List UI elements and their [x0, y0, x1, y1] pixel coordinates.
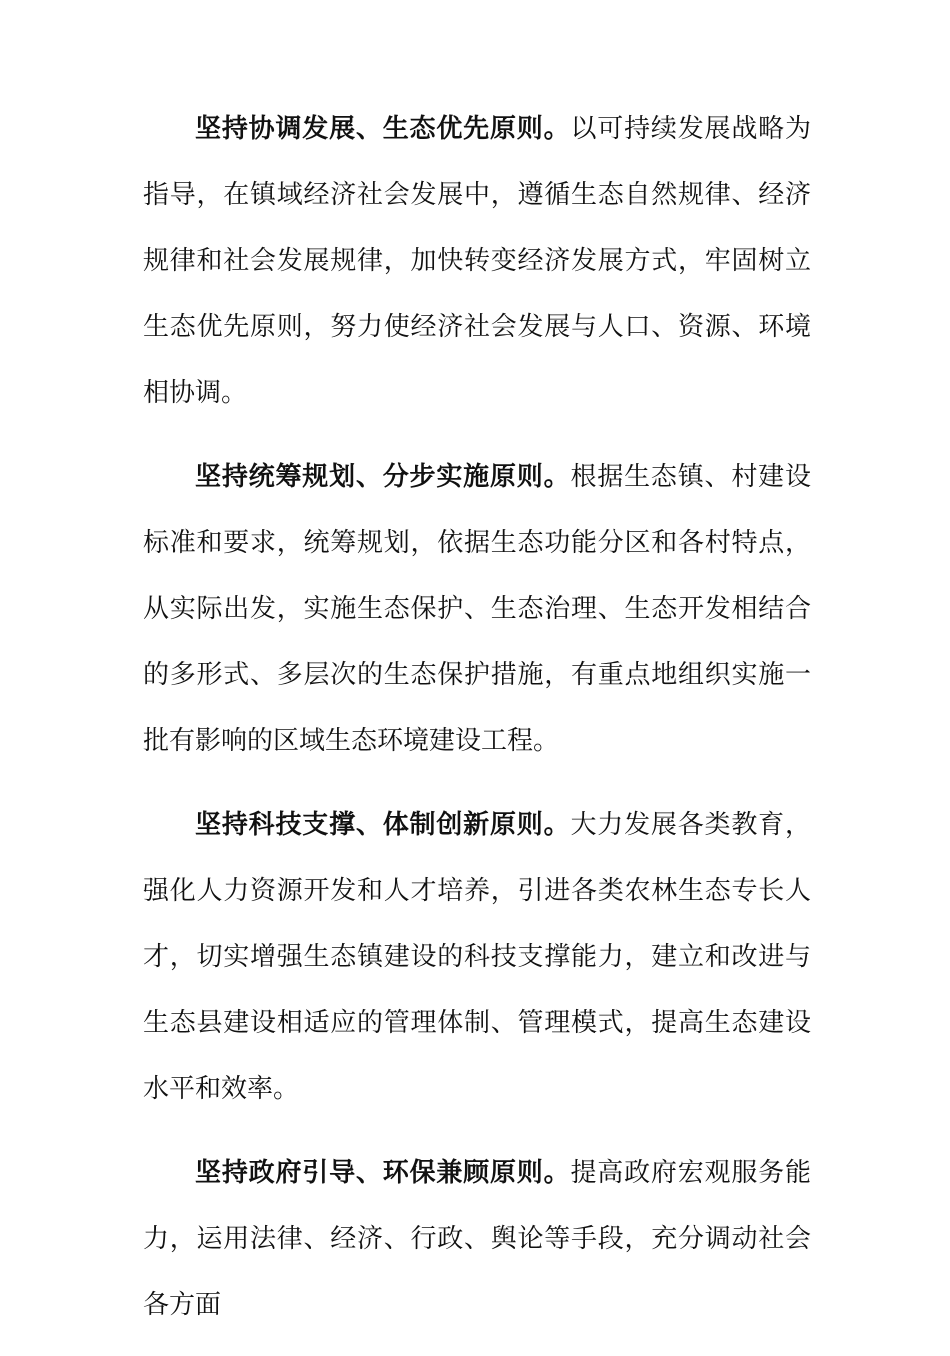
paragraph-heading: 坚持政府引导、环保兼顾原则。: [195, 1158, 571, 1188]
paragraph-technology-support: [143, 792, 811, 1122]
paragraph-text: 大力发展各类教育，强化人力资源开发和人才培养，引进各类农林生态专长人才，切实增强生态镇建设的科技支撑能力，建立和改进与生态县建设相适应的管理体制、管理模式，提高生态建设水平和效率。: [143, 810, 811, 1104]
paragraph-heading: 坚持协调发展、生态优先原则。: [195, 114, 571, 144]
paragraph-text: 根据生态镇、村建设标准和要求，统筹规划，依据生态功能分区和各村特点，从实际出发，实施生态保护、生态治理、生态开发相结合的多形式、多层次的生态保护措施，有重点地组织实施一批有影响的区域生态环境建设工程。: [143, 462, 811, 756]
paragraph-heading: 坚持科技支撑、体制创新原则。: [195, 810, 571, 840]
paragraph-text: 提高政府宏观服务能力，运用法律、经济、行政、舆论等手段，充分调动社会各方面: [143, 1158, 811, 1320]
paragraph-coordinated-development: [143, 96, 811, 426]
paragraph-overall-planning: [143, 444, 811, 774]
paragraph-text: 以可持续发展战略为指导，在镇域经济社会发展中，遵循生态自然规律、经济规律和社会发展规律，加快转变经济发展方式，牢固树立生态优先原则，努力使经济社会发展与人口、资源、环境相协调。: [143, 114, 811, 408]
document-body: [143, 96, 811, 1356]
paragraph-government-guidance: [143, 1140, 811, 1338]
paragraph-heading: 坚持统筹规划、分步实施原则。: [195, 462, 571, 492]
